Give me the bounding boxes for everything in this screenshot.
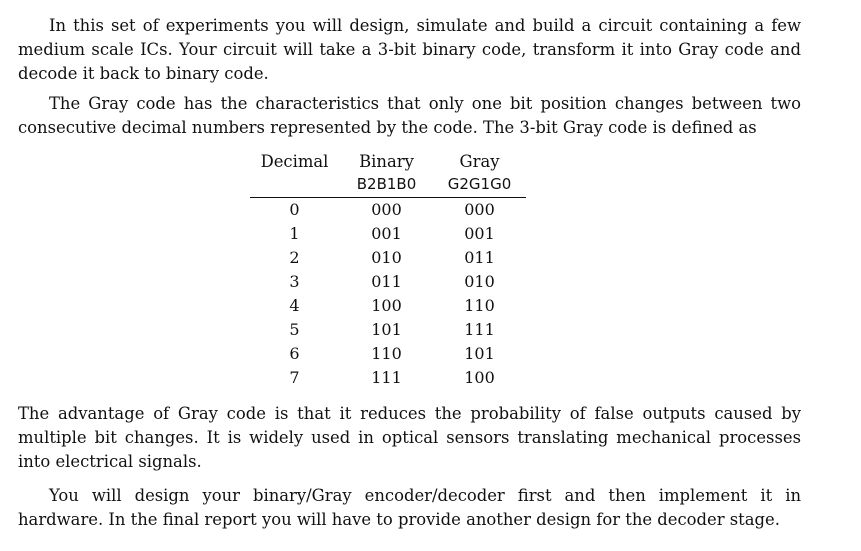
header-decimal-bits bbox=[250, 173, 340, 198]
cell-decimal: 3 bbox=[289, 272, 300, 291]
gray-code-table-container bbox=[0, 150, 779, 390]
table-header-row bbox=[250, 150, 526, 173]
table-row bbox=[250, 222, 526, 246]
cell-gray: 110 bbox=[464, 296, 495, 315]
gray-code-table bbox=[250, 150, 526, 390]
cell-decimal: 6 bbox=[289, 344, 300, 363]
cell-gray: 010 bbox=[464, 272, 495, 291]
cell-binary: 110 bbox=[371, 344, 402, 363]
cell-binary: 100 bbox=[371, 296, 402, 315]
cell-binary: 001 bbox=[371, 224, 402, 243]
advantage-paragraph: The advantage of Gray code is that it reduces the probability of false outputs caused by multiple bit changes. It is widely used in optical sensors translating mechanical processes into electrical signals. bbox=[18, 404, 801, 471]
gray-code-definition-paragraph: The Gray code has the characteristics that only one bit position changes between two consecutive decimal numbers represented by the code. The 3-bit Gray code is defined as bbox=[18, 94, 801, 137]
cell-decimal: 5 bbox=[289, 320, 300, 339]
header-gray-bits: G2G1G0 bbox=[447, 175, 512, 193]
table-row bbox=[250, 318, 526, 342]
cell-binary: 010 bbox=[371, 248, 402, 267]
intro-paragraph: In this set of experiments you will design, simulate and build a circuit containing a few medium scale ICs. Your circuit will take a 3-bit binary code, transform it into Gray code and decode it back to binary code. bbox=[18, 16, 801, 83]
table-row bbox=[250, 366, 526, 390]
cell-decimal: 4 bbox=[289, 296, 300, 315]
design-paragraph: You will design your binary/Gray encoder/decoder first and then implement it in hardware. In the final report you will have to provide another design for the decoder stage. bbox=[18, 486, 801, 529]
table-row bbox=[250, 246, 526, 270]
cell-decimal: 7 bbox=[289, 368, 300, 387]
table-subheader-row bbox=[250, 173, 526, 198]
cell-decimal: 0 bbox=[289, 200, 300, 219]
header-binary: Binary bbox=[359, 152, 414, 171]
cell-decimal: 2 bbox=[289, 248, 300, 267]
cell-gray: 111 bbox=[464, 320, 495, 339]
table-row bbox=[250, 294, 526, 318]
cell-decimal: 1 bbox=[289, 224, 300, 243]
table-row bbox=[250, 198, 526, 223]
header-binary-bits: B2B1B0 bbox=[356, 175, 417, 193]
cell-gray: 100 bbox=[464, 368, 495, 387]
document-page bbox=[18, 14, 801, 532]
table-row bbox=[250, 342, 526, 366]
cell-gray: 000 bbox=[464, 200, 495, 219]
cell-binary: 000 bbox=[371, 200, 402, 219]
header-gray: Gray bbox=[459, 152, 500, 171]
cell-gray: 101 bbox=[464, 344, 495, 363]
table-row bbox=[250, 270, 526, 294]
cell-binary: 111 bbox=[371, 368, 402, 387]
cell-gray: 001 bbox=[464, 224, 495, 243]
header-decimal: Decimal bbox=[260, 152, 329, 171]
cell-gray: 011 bbox=[464, 248, 495, 267]
cell-binary: 011 bbox=[371, 272, 402, 291]
cell-binary: 101 bbox=[371, 320, 402, 339]
